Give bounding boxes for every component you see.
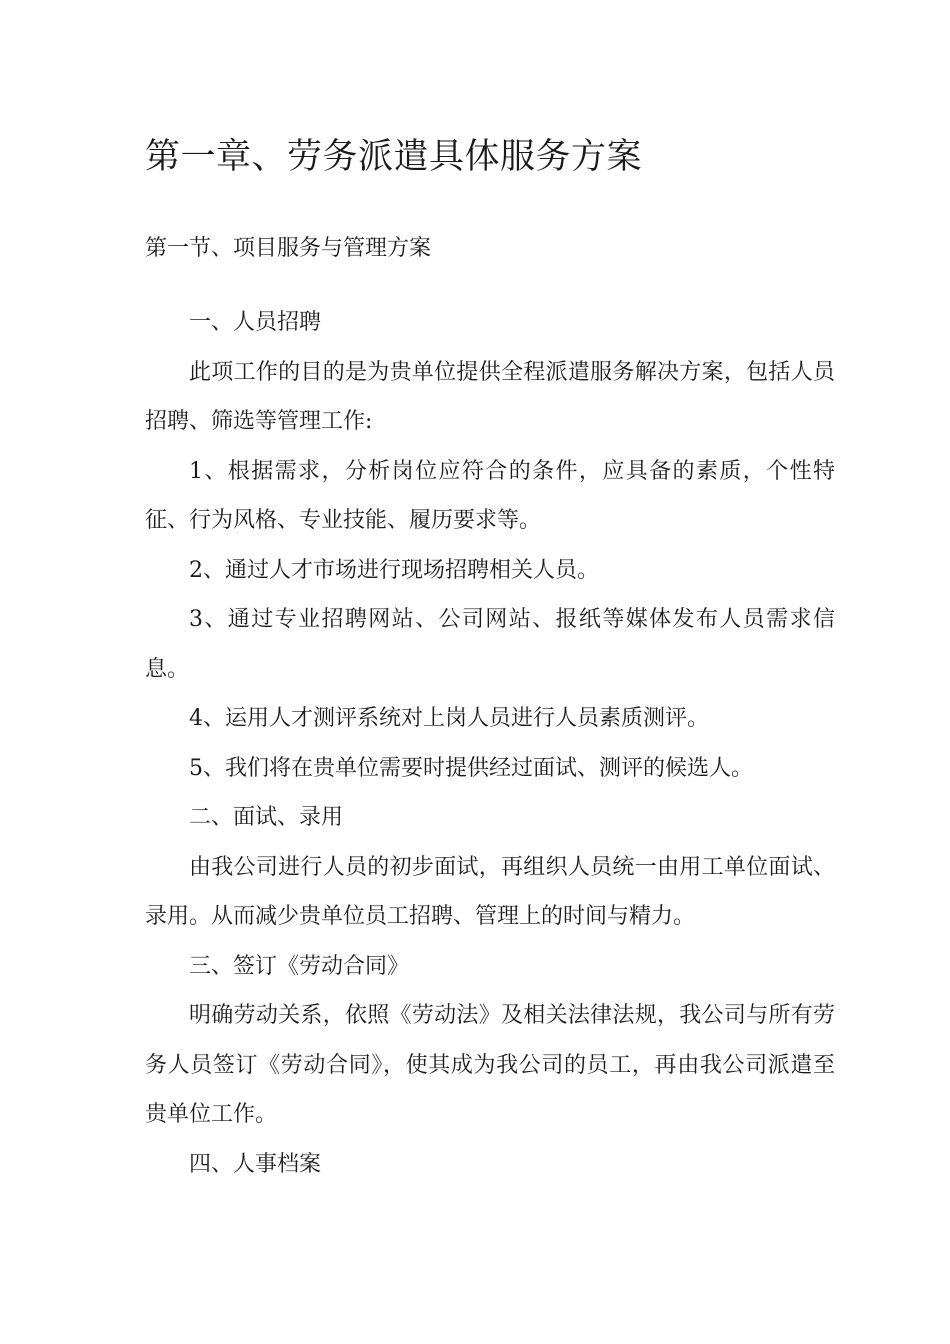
list-item: 3、通过专业招聘网站、公司网站、报纸等媒体发布人员需求信息。 bbox=[145, 607, 835, 682]
body-text bbox=[145, 298, 835, 1189]
list-item: 2、通过人才市场进行现场招聘相关人员。 bbox=[189, 557, 599, 583]
subheading-interview: 二、面试、录用 bbox=[189, 805, 344, 830]
subheading-personnel-files: 四、人事档案 bbox=[189, 1151, 322, 1177]
chapter-title: 第一章、劳务派遣具体服务方案 bbox=[145, 137, 643, 177]
paragraph: 此项工作的目的是为贵单位提供全程派遣服务解决方案，包括人员招聘、筛选等管理工作: bbox=[145, 359, 835, 434]
section-heading: 第一节、项目服务与管理方案 bbox=[145, 236, 432, 261]
paragraph: 明确劳动关系，依照《劳动法》及相关法律法规，我公司与所有劳务人员签订《劳动合同》，使其成为我公司的员工，再由我公司派遣至贵单位工作。 bbox=[145, 1003, 835, 1127]
paragraph: 由我公司进行人员的初步面试，再组织人员统一由用工单位面试、录用。从而减少贵单位员工招聘、管理上的时间与精力。 bbox=[145, 854, 835, 929]
list-item: 4、运用人才测评系统对上岗人员进行人员素质测评。 bbox=[189, 706, 709, 731]
list-item: 5、我们将在贵单位需要时提供经过面试、测评的候选人。 bbox=[189, 755, 753, 781]
subheading-recruitment: 一、人员招聘 bbox=[189, 310, 322, 335]
subheading-contract: 三、签订《劳动合同》 bbox=[189, 953, 410, 979]
list-item: 1、根据需求，分析岗位应符合的条件，应具备的素质，个性特征、行为风格、专业技能、履历要求等。 bbox=[145, 458, 835, 533]
